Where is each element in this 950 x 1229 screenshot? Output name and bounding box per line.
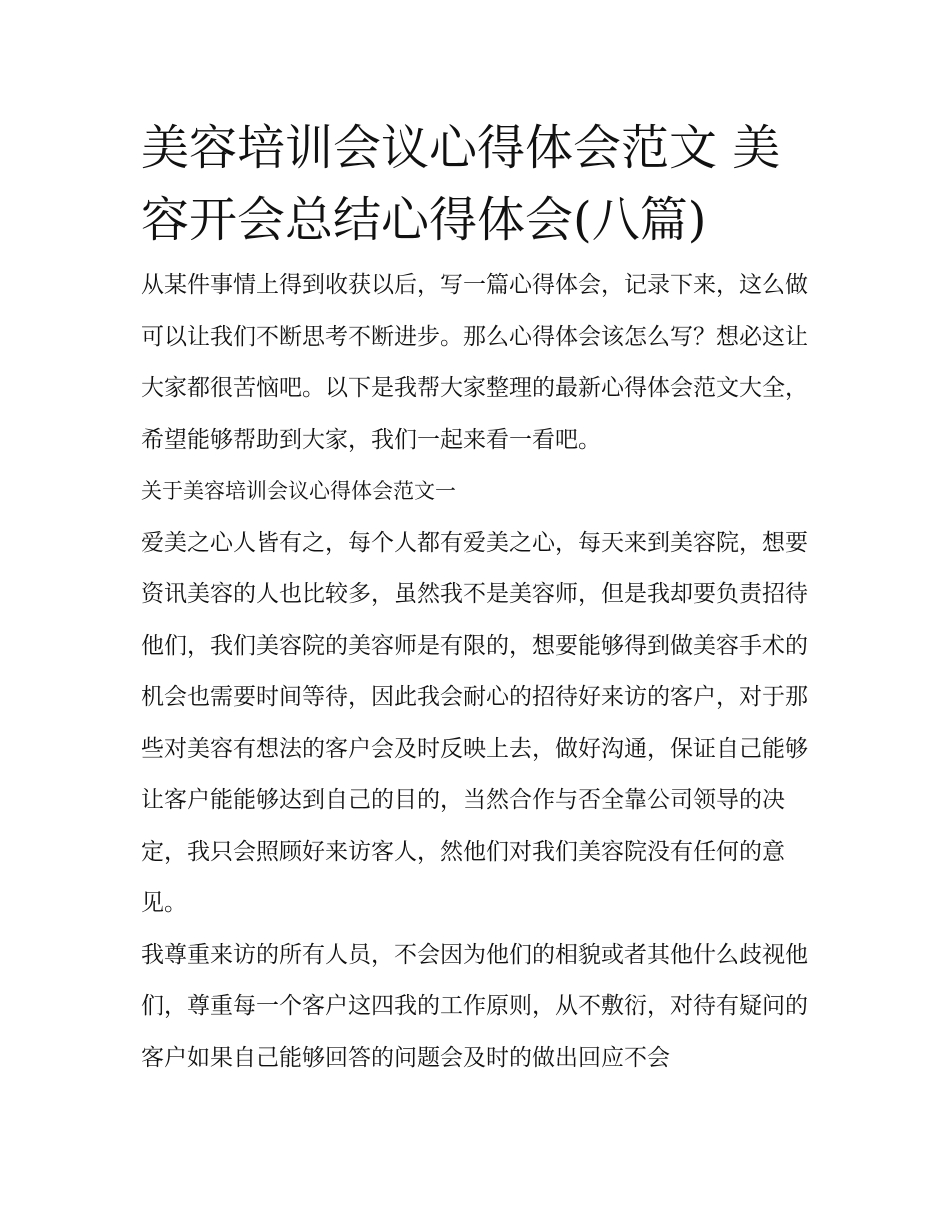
document-title: 美容培训会议心得体会范文 美容开会总结心得体会(八篇)	[141, 120, 781, 248]
intro-paragraph: 从某件事情上得到收获以后，写一篇心得体会，记录下来，这么做可以让我们不断思考不断进步。那么心得体会该怎么写？想必这让大家都很苦恼吧。以下是我帮大家整理的最新心得体会范文大全，希望能够帮助到大家，我们一起来看一看吧。	[141, 272, 808, 453]
section-heading: 关于美容培训会议心得体会范文一	[141, 479, 456, 503]
document-page	[141, 112, 813, 1084]
body-paragraph-1: 爱美之心人皆有之，每个人都有爱美之心，每天来到美容院，想要资讯美容的人也比较多，虽然我不是美容师，但是我却要负责招待他们，我们美容院的美容师是有限的，想要能够得到做美容手术的机会也需要时间等待，因此我会耐心的招待好来访的客户，对于那些对美容有想法的客户会及时反映上去，做好沟通，保证自己能够让客户能能够达到自己的目的，当然合作与否全靠公司领导的决定，我只会照顾好来访客人，然他们对我们美容院没有任何的意见。	[141, 529, 808, 916]
body-paragraph-2: 我尊重来访的所有人员，不会因为他们的相貌或者其他什么歧视他们，尊重每一个客户这四我的工作原则，从不敷衍，对待有疑问的客户如果自己能够回答的问题会及时的做出回应不会	[141, 941, 808, 1071]
